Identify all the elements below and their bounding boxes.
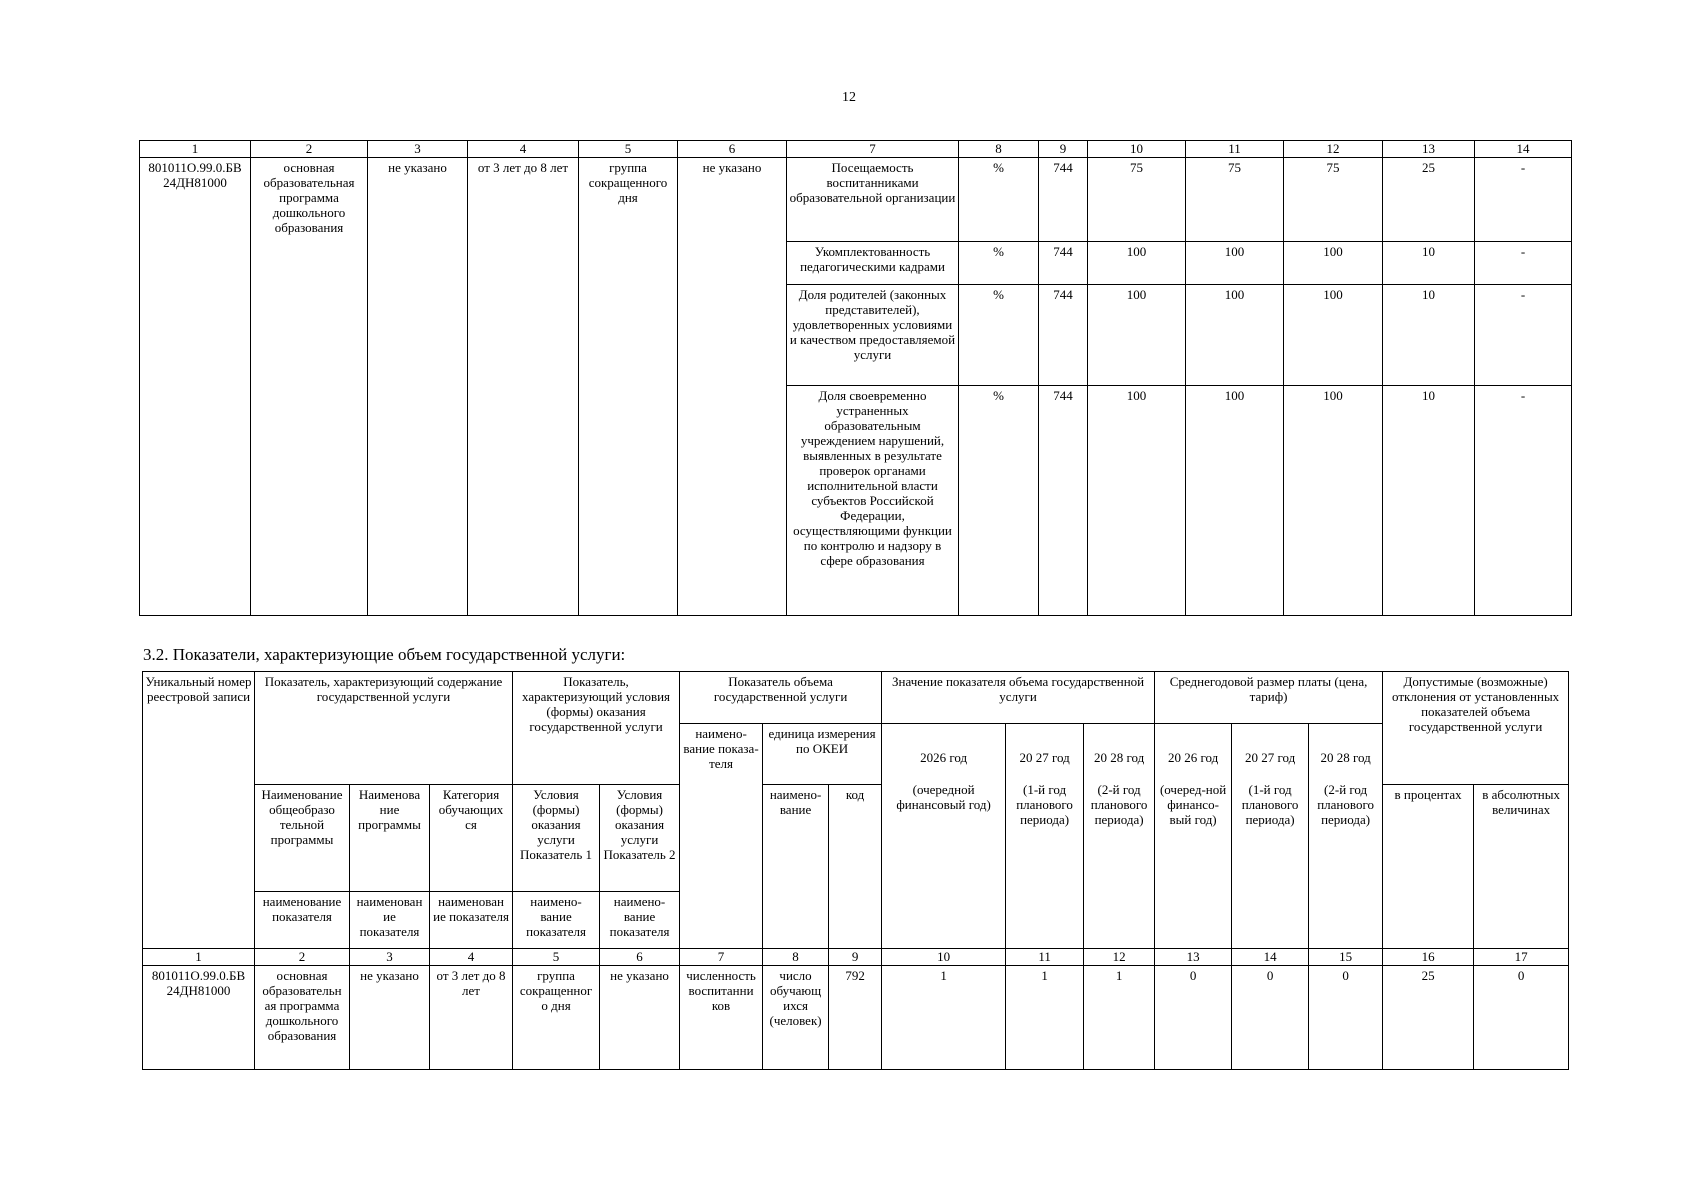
col-number: 17 xyxy=(1474,949,1569,966)
indicator-name: численность воспитанни ков xyxy=(680,966,763,1070)
indicator-code: 744 xyxy=(1039,285,1088,386)
program-title: не указано xyxy=(350,966,430,1070)
fee-2026-label xyxy=(1157,750,1229,765)
col-number: 11 xyxy=(1006,949,1084,966)
header-unit-okei: единица измерения по ОКЕИ xyxy=(763,724,882,785)
header-program-name: Наименова ние программы xyxy=(350,785,430,892)
col-number: 14 xyxy=(1232,949,1309,966)
col-number: 10 xyxy=(882,949,1006,966)
deviation-absolute: - xyxy=(1475,386,1572,616)
col-number: 8 xyxy=(763,949,829,966)
deviation-percent: 25 xyxy=(1383,966,1474,1070)
col-number: 5 xyxy=(513,949,600,966)
indicator-code: 744 xyxy=(1039,158,1088,242)
value-2027: 1 xyxy=(1006,966,1084,1070)
col-number: 1 xyxy=(143,949,255,966)
value-2028: 1 xyxy=(1084,966,1155,1070)
col-number: 3 xyxy=(350,949,430,966)
value-2027: 75 xyxy=(1186,158,1284,242)
fee-2027-digits: 20 27 xyxy=(1244,750,1275,765)
fee-2027-sublabel: (1-й год планового периода) xyxy=(1241,782,1299,827)
deviation-percent: 25 xyxy=(1383,158,1475,242)
header-year-2028 xyxy=(1084,724,1155,949)
indicator-name: Укомплектованность педагогическими кадрами xyxy=(787,242,959,285)
indicator-unit: % xyxy=(959,158,1039,242)
student-category: от 3 лет до 8 лет xyxy=(468,158,579,616)
fee-2028-word: год xyxy=(1352,750,1371,765)
col-number: 2 xyxy=(251,141,368,158)
header-volume-value: Значение показателя объема государственной услуги xyxy=(882,672,1155,724)
header-indicator-name-4: наименован ие показателя xyxy=(430,892,513,949)
student-category: от 3 лет до 8 лет xyxy=(430,966,513,1070)
value-2026: 100 xyxy=(1088,386,1186,616)
col-number: 6 xyxy=(600,949,680,966)
program-name: основная образовательн ая программа дошкольного образования xyxy=(255,966,350,1070)
col-number: 13 xyxy=(1383,141,1475,158)
col-number: 7 xyxy=(680,949,763,966)
registry-number: 801011О.99.0.БВ 24ДН81000 xyxy=(143,966,255,1070)
col-number: 4 xyxy=(430,949,513,966)
year-2027-sublabel: (1-й год планового периода) xyxy=(1016,782,1073,827)
indicator-unit: % xyxy=(959,386,1039,616)
indicator-unit: % xyxy=(959,285,1039,386)
fee-2027-label xyxy=(1234,750,1306,765)
col-number: 9 xyxy=(829,949,882,966)
col-number: 8 xyxy=(959,141,1039,158)
header-deviation-percent: в процентах xyxy=(1383,785,1474,949)
header-student-category: Категория обучающих ся xyxy=(430,785,513,892)
page-number: 12 xyxy=(842,90,856,105)
header-unit-code: код xyxy=(829,785,882,949)
col-number: 16 xyxy=(1383,949,1474,966)
deviation-percent: 10 xyxy=(1383,386,1475,616)
col-number: 14 xyxy=(1475,141,1572,158)
col-number: 6 xyxy=(678,141,787,158)
col-number: 5 xyxy=(579,141,678,158)
value-2026: 100 xyxy=(1088,285,1186,386)
fee-2026-sublabel: (очеред-ной финансо-вый год) xyxy=(1159,782,1227,827)
year-2028-digits: 20 28 xyxy=(1093,750,1124,765)
header-content-indicator: Показатель, характеризующий содержание государственной услуги xyxy=(255,672,513,785)
header-indicator-name-5: наимено-вание показателя xyxy=(513,892,600,949)
col-number: 3 xyxy=(368,141,468,158)
header-volume-indicator: Показатель объема государственной услуги xyxy=(680,672,882,724)
service-conditions-2: не указано xyxy=(600,966,680,1070)
program-name: основная образовательная программа дошкольного образования xyxy=(251,158,368,616)
fee-2026: 0 xyxy=(1155,966,1232,1070)
fee-2028-label xyxy=(1311,750,1380,765)
header-unit-name: наимено-вание xyxy=(763,785,829,949)
header-indicator-name: наимено-вание показа-теля xyxy=(680,724,763,949)
deviation-absolute: 0 xyxy=(1474,966,1569,1070)
fee-2028-digits: 20 28 xyxy=(1320,750,1350,765)
value-2028: 100 xyxy=(1284,285,1383,386)
deviation-absolute: - xyxy=(1475,285,1572,386)
value-2027: 100 xyxy=(1186,242,1284,285)
service-conditions-2: не указано xyxy=(678,158,787,616)
header-fee-2028 xyxy=(1309,724,1383,949)
year-2028-label xyxy=(1086,750,1152,765)
year-2027-digits: 20 27 xyxy=(1019,750,1049,765)
header-conditions-indicator: Показатель, характеризующий условия (формы) оказания государственной услуги xyxy=(513,672,680,785)
indicator-code: 744 xyxy=(1039,242,1088,285)
col-number: 11 xyxy=(1186,141,1284,158)
year-2028-word: год xyxy=(1126,750,1145,765)
value-2026: 75 xyxy=(1088,158,1186,242)
col-number: 2 xyxy=(255,949,350,966)
value-2028: 100 xyxy=(1284,386,1383,616)
section-title: 3.2. Показатели, характеризующие объем государственной услуги: xyxy=(143,645,626,664)
header-indicator-name-2: наименование показателя xyxy=(255,892,350,949)
year-2026-label: 2026 год xyxy=(920,750,968,765)
col-number: 4 xyxy=(468,141,579,158)
registry-number: 801011О.99.0.БВ 24ДН81000 xyxy=(140,158,251,616)
quality-indicators-table xyxy=(139,140,1572,616)
fee-2028: 0 xyxy=(1309,966,1383,1070)
col-number: 7 xyxy=(787,141,959,158)
header-row xyxy=(143,672,1569,724)
col-number: 1 xyxy=(140,141,251,158)
col-number: 9 xyxy=(1039,141,1088,158)
deviation-absolute: - xyxy=(1475,242,1572,285)
table-row xyxy=(143,966,1569,1070)
col-number: 12 xyxy=(1084,949,1155,966)
header-conditions-2: Условия (формы) оказания услуги Показатель 2 xyxy=(600,785,680,892)
col-number: 12 xyxy=(1284,141,1383,158)
fee-2028-sublabel: (2-й год планового периода) xyxy=(1317,782,1374,827)
header-conditions-1: Условия (формы) оказания услуги Показатель 1 xyxy=(513,785,600,892)
value-2027: 100 xyxy=(1186,285,1284,386)
fee-2026-digits: 20 26 xyxy=(1167,750,1198,765)
year-2027-label xyxy=(1008,750,1081,765)
indicator-name: Доля родителей (законных представителей), удовлетворенных условиями и качеством предоставляемой услуги xyxy=(787,285,959,386)
unit-code: 792 xyxy=(829,966,882,1070)
deviation-percent: 10 xyxy=(1383,285,1475,386)
service-conditions-1: группа сокращенног о дня xyxy=(513,966,600,1070)
header-program-general: Наименование общеобразо тельной программы xyxy=(255,785,350,892)
value-2026: 1 xyxy=(882,966,1006,1070)
program-title: не указано xyxy=(368,158,468,616)
value-2028: 100 xyxy=(1284,242,1383,285)
indicator-name: Посещаемость воспитанниками образовательной организации xyxy=(787,158,959,242)
fee-2027-word: год xyxy=(1277,750,1296,765)
header-indicator-name-6: наимено-вание показателя xyxy=(600,892,680,949)
column-numbers-row xyxy=(143,949,1569,966)
header-year-2026 xyxy=(882,724,1006,949)
year-2026-sublabel: (очередной финансовый год) xyxy=(896,782,991,812)
col-number: 15 xyxy=(1309,949,1383,966)
value-2028: 75 xyxy=(1284,158,1383,242)
header-allowed-deviation: Допустимые (возможные) отклонения от установленных показателей объема государственной услуги xyxy=(1383,672,1569,785)
header-average-fee: Среднегодовой размер платы (цена, тариф) xyxy=(1155,672,1383,724)
fee-2026-word: год xyxy=(1200,750,1219,765)
deviation-percent: 10 xyxy=(1383,242,1475,285)
header-registry-number: Уникальный номер реестровой записи xyxy=(143,672,255,949)
header-year-2027 xyxy=(1006,724,1084,949)
year-2027-word: год xyxy=(1051,750,1070,765)
table-row xyxy=(140,158,1572,242)
fee-2027: 0 xyxy=(1232,966,1309,1070)
indicator-name: Доля своевременно устраненных образовательным учреждением нарушений, выявленных в результате проверок органами исполнительной власти субъектов Российской Федерации, осуществляющими функции по контролю и надзору в сфере образования xyxy=(787,386,959,616)
col-number: 13 xyxy=(1155,949,1232,966)
indicator-unit: % xyxy=(959,242,1039,285)
col-number: 10 xyxy=(1088,141,1186,158)
indicator-code: 744 xyxy=(1039,386,1088,616)
header-indicator-name-3: наименован ие показателя xyxy=(350,892,430,949)
header-fee-2026 xyxy=(1155,724,1232,949)
unit-name: число обучающ ихся (человек) xyxy=(763,966,829,1070)
service-conditions-1: группа сокращенного дня xyxy=(579,158,678,616)
value-2027: 100 xyxy=(1186,386,1284,616)
header-deviation-absolute: в абсолютных величинах xyxy=(1474,785,1569,949)
year-2028-sublabel: (2-й год планового периода) xyxy=(1090,782,1148,827)
header-fee-2027 xyxy=(1232,724,1309,949)
deviation-absolute: - xyxy=(1475,158,1572,242)
column-numbers-row xyxy=(140,141,1572,158)
volume-indicators-table xyxy=(142,671,1569,1070)
value-2026: 100 xyxy=(1088,242,1186,285)
